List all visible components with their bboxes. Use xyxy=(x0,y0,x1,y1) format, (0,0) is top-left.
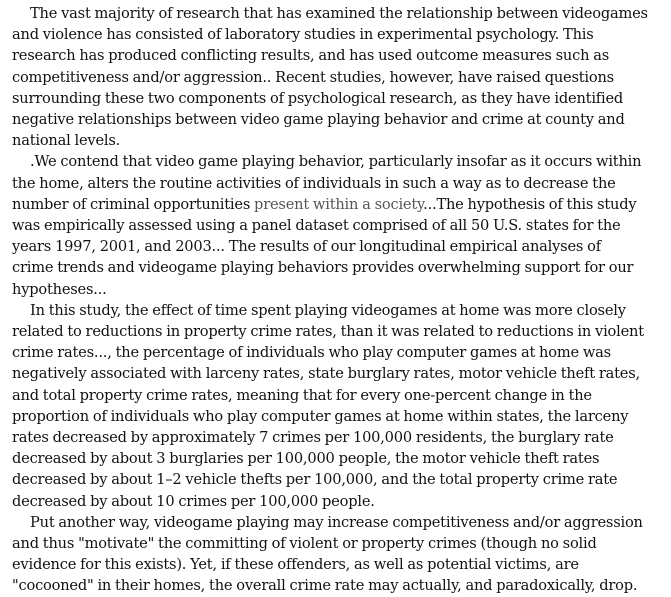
text-line: evidence for this exists). Yet, if these offenders, as well as potential victims, are xyxy=(12,556,579,574)
text-line: national levels. xyxy=(12,132,121,150)
text-line: proportion of individuals who play computer games at home within states, the larceny xyxy=(12,407,629,425)
paragraph-findings xyxy=(12,300,664,512)
text-line: surrounding these two components of psychological research, as they have identified xyxy=(12,89,624,107)
text-line: negatively associated with larceny rates, state burglary rates, motor vehicle theft rates, xyxy=(12,365,640,383)
text-line: competitiveness and/or aggression.. Recent studies, however, have raised questions xyxy=(12,68,614,86)
paragraph-conclusion xyxy=(12,512,664,597)
text-line xyxy=(0,194,664,215)
text-line: "cocooned" in their homes, the overall crime rate may actually, and paradoxically, drop. xyxy=(12,577,638,595)
text-segment: number of criminal opportunities xyxy=(12,195,255,213)
text-line: years 1997, 2001, and 2003... The results of our longitudinal empirical analyses of xyxy=(12,238,601,256)
text-line: and total property crime rates, meaning that for every one-percent change in the xyxy=(12,386,592,404)
text-line: decreased by about 1–2 vehicle thefts per 100,000, and the total property crime rate xyxy=(12,471,618,489)
text-line: crime rates..., the percentage of individuals who play computer games at home was xyxy=(12,344,611,362)
text-line: hypotheses... xyxy=(12,280,107,298)
text-line: negative relationships between video game playing behavior and crime at county and xyxy=(12,111,625,129)
text-line: crime trends and videogame playing behaviors provides overwhelming support for our xyxy=(12,259,634,277)
text-line: The vast majority of research that has examined the relationship between videogames xyxy=(30,5,648,22)
document-body xyxy=(12,3,664,597)
text-line: and violence has consisted of laboratory studies in experimental psychology. This xyxy=(12,26,594,44)
paragraph-hypothesis xyxy=(12,151,664,299)
text-segment: ...The hypothesis of this study xyxy=(423,195,637,213)
highlighted-text-segment: present within a society xyxy=(254,195,424,213)
paragraph-research-background xyxy=(12,3,664,151)
text-line: the home, alters the routine activities of individuals in such a way as to decrease the xyxy=(12,174,616,192)
text-line: and thus "motivate" the committing of violent or property crimes (though no solid xyxy=(12,535,597,553)
text-line: decreased by about 3 burglaries per 100,000 people, the motor vehicle theft rates xyxy=(12,450,600,468)
text-line: decreased by about 10 crimes per 100,000 people. xyxy=(12,492,375,510)
text-line: .We contend that video game playing behavior, particularly insofar as it occurs within xyxy=(30,153,642,171)
text-line: related to reductions in property crime rates, than it was related to reductions in violent xyxy=(12,323,644,341)
text-line: Put another way, videogame playing may increase competitiveness and/or aggression xyxy=(30,513,643,531)
text-line: In this study, the effect of time spent playing videogames at home was more closely xyxy=(30,301,626,319)
text-line: was empirically assessed using a panel dataset comprised of all 50 U.S. states for the xyxy=(12,217,621,235)
text-line: rates decreased by approximately 7 crimes per 100,000 residents, the burglary rate xyxy=(12,429,614,447)
text-line: research has produced conflicting results, and has used outcome measures such as xyxy=(12,47,610,65)
